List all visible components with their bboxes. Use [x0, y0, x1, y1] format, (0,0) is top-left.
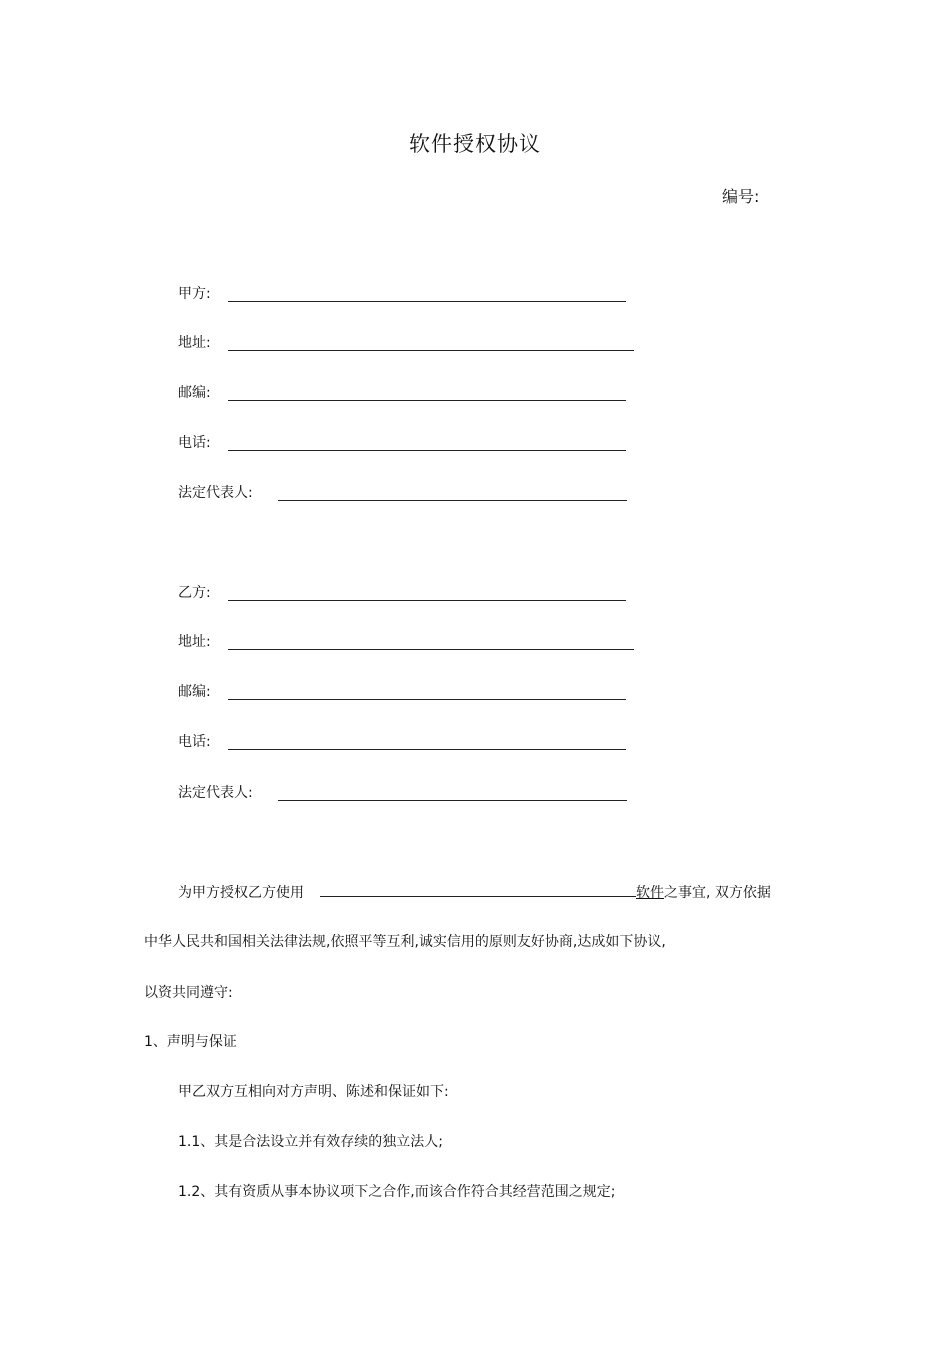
party-a-representative-label: 法定代表人:: [178, 485, 253, 501]
intro-line-1-prefix: 为甲方授权乙方使用: [178, 885, 304, 901]
party-b-phone-blank[interactable]: [228, 749, 626, 750]
party-b-address-blank[interactable]: [228, 649, 634, 650]
section-1-heading: 1、声明与保证: [144, 1034, 237, 1050]
party-b-postcode-label: 邮编:: [178, 684, 211, 700]
intro-line-1: [178, 880, 771, 904]
intro-line-2: 中华人民共和国相关法律法规,依照平等互利,诚实信用的原则友好协商,达成如下协议,: [144, 934, 666, 950]
party-a-address-blank[interactable]: [228, 350, 634, 351]
party-b-name-blank[interactable]: [228, 600, 626, 601]
party-a-name-blank[interactable]: [228, 301, 626, 302]
party-b-representative-label: 法定代表人:: [178, 785, 253, 801]
section-1-lead: 甲乙双方互相向对方声明、陈述和保证如下:: [178, 1084, 449, 1100]
document-title: 软件授权协议: [409, 132, 541, 156]
party-a-postcode-label: 邮编:: [178, 385, 211, 401]
party-a-address-label: 地址:: [178, 335, 211, 351]
intro-line-3: 以资共同遵守:: [144, 985, 233, 1001]
party-b-phone-label: 电话:: [178, 734, 211, 750]
party-b-postcode-blank[interactable]: [228, 699, 626, 700]
party-a-postcode-blank[interactable]: [228, 400, 626, 401]
doc-number-label: 编号:: [722, 187, 760, 206]
party-a-representative-blank[interactable]: [278, 500, 627, 501]
party-b-label: 乙方:: [178, 585, 211, 601]
party-b-representative-blank[interactable]: [278, 800, 627, 801]
party-a-phone-label: 电话:: [178, 435, 211, 451]
intro-software-word: 软件: [636, 885, 664, 901]
software-name-blank[interactable]: [320, 880, 636, 897]
section-1-item-1-2: 1.2、其有资质从事本协议项下之合作,而该合作符合其经营范围之规定;: [178, 1184, 616, 1200]
party-a-phone-blank[interactable]: [228, 450, 626, 451]
intro-line-1-suffix: 之事宜, 双方依据: [664, 885, 771, 901]
section-1-item-1-1: 1.1、其是合法设立并有效存续的独立法人;: [178, 1134, 443, 1150]
party-a-label: 甲方:: [178, 286, 211, 302]
party-b-address-label: 地址:: [178, 634, 211, 650]
